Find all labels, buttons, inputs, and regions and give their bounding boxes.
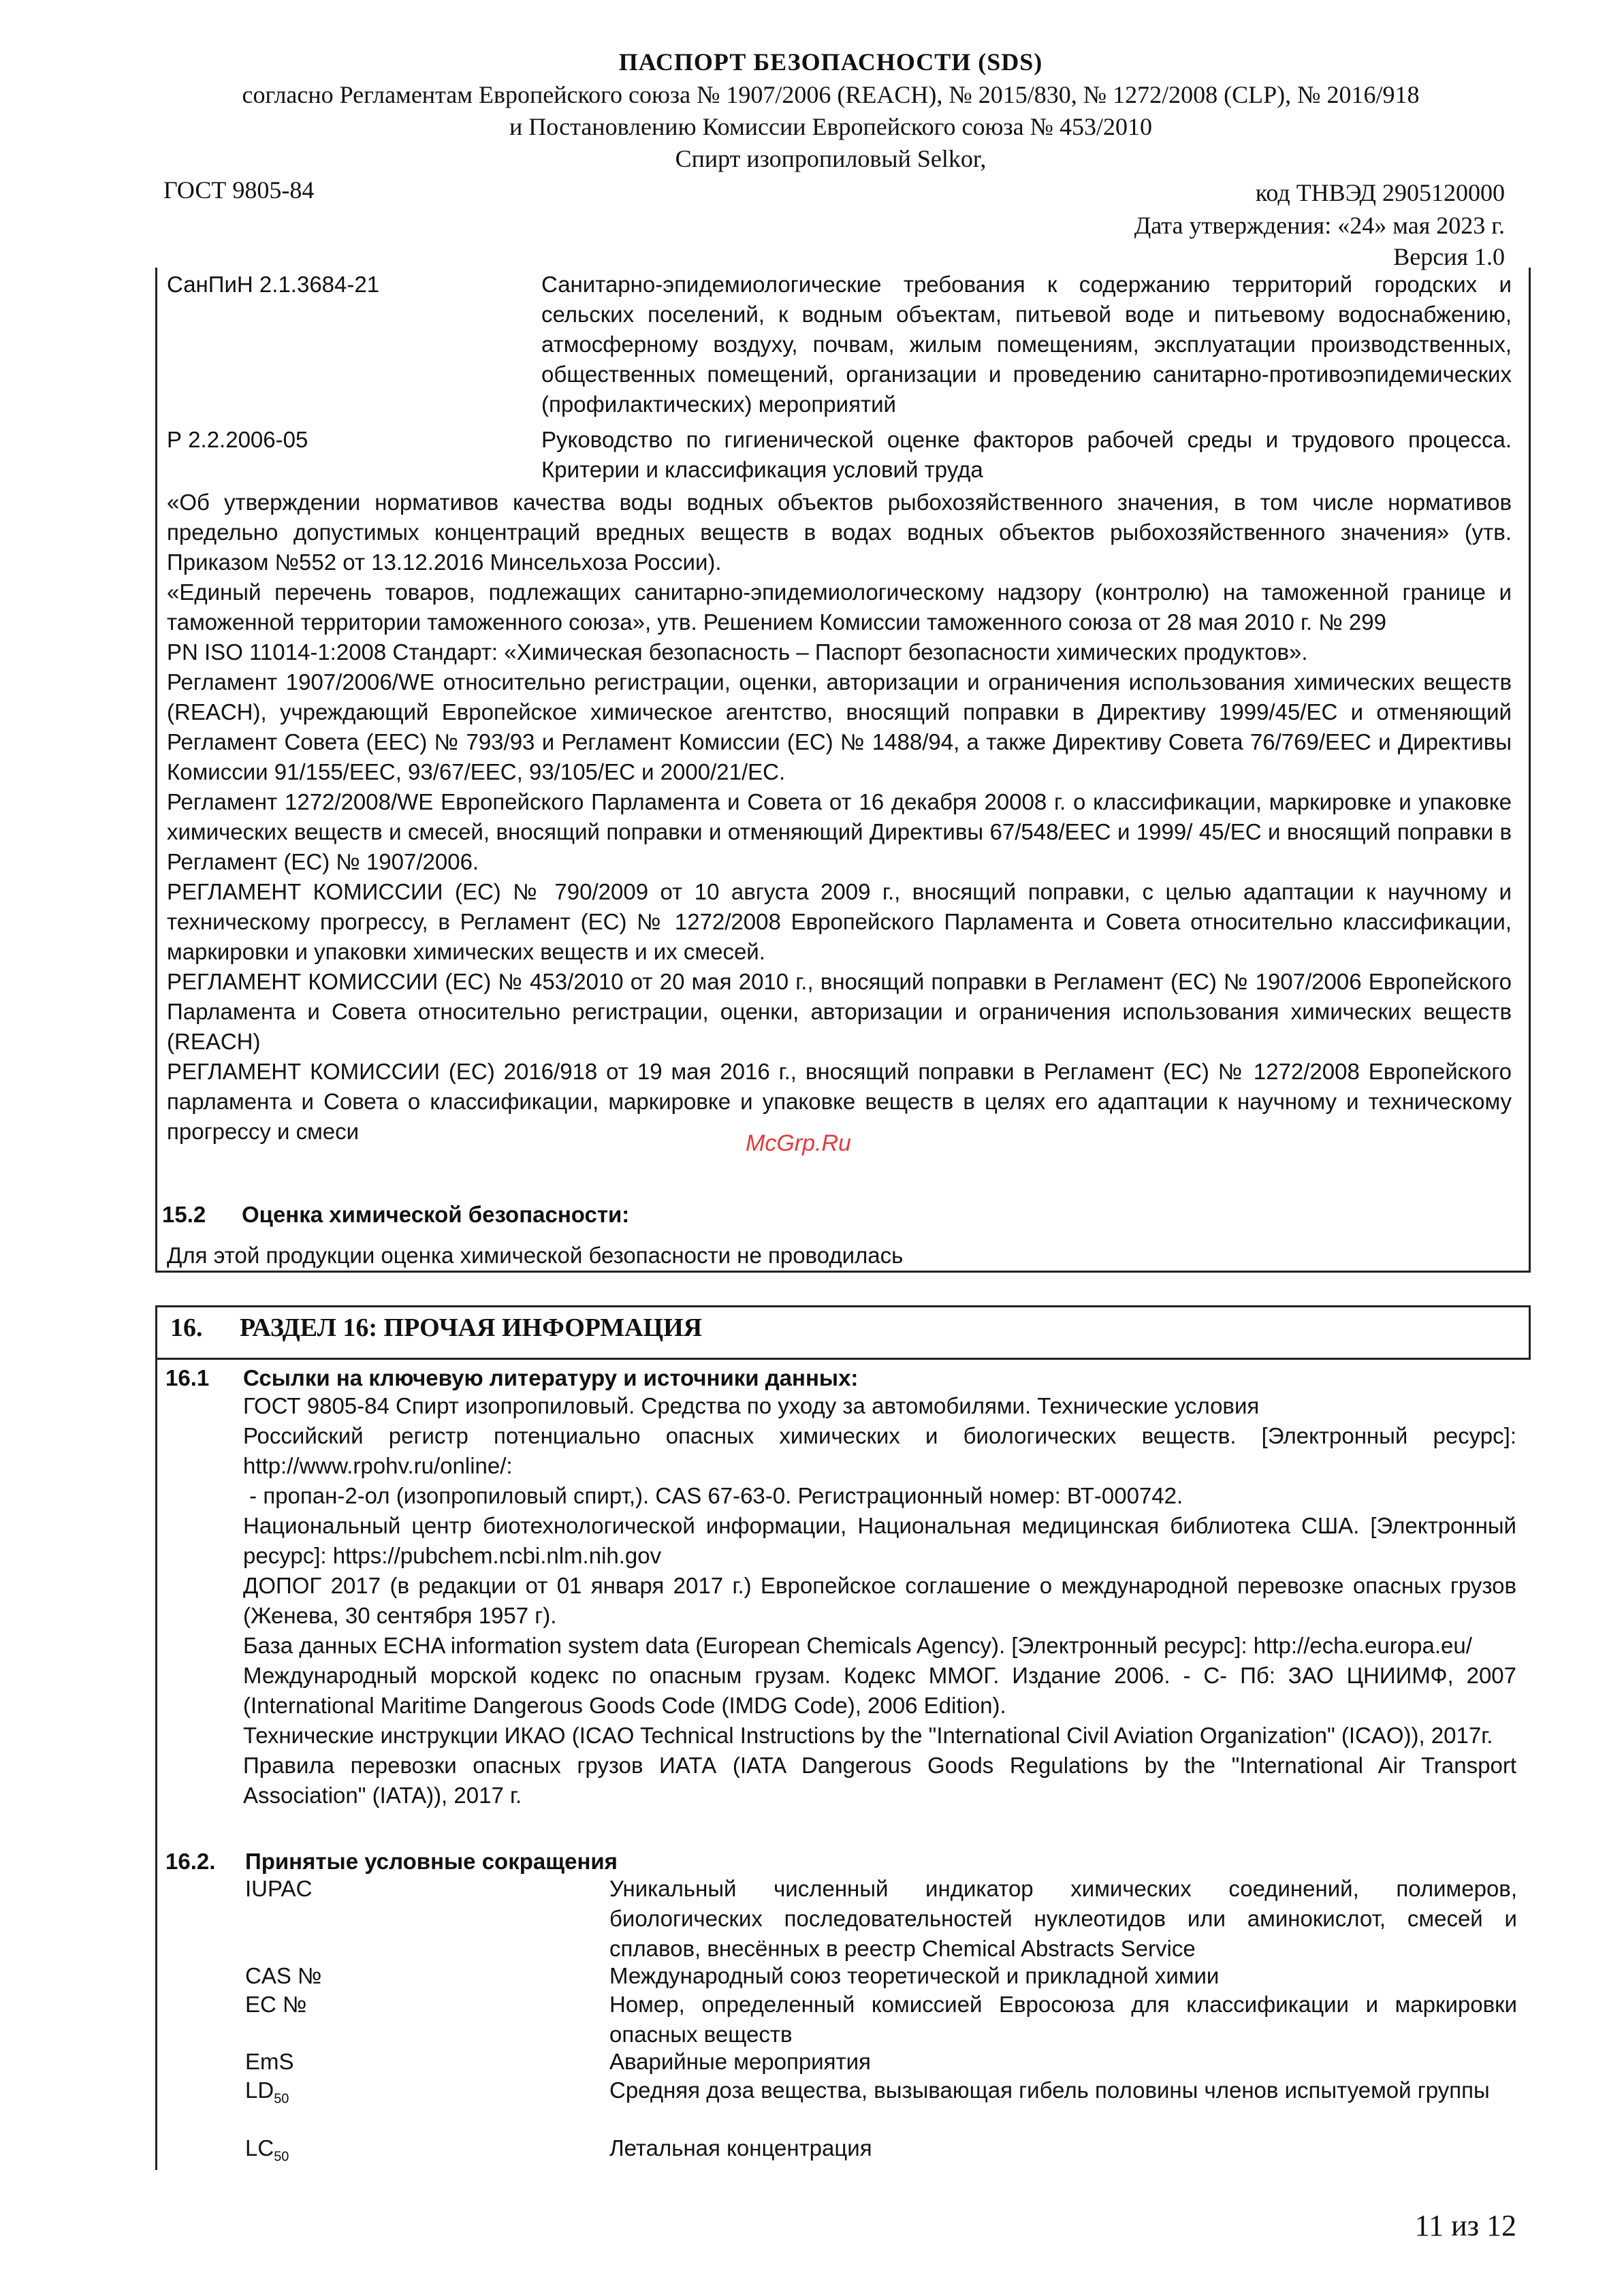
abbr-value: Номер, определенный комиссией Евросоюза для классификации и маркировки опасных веществ [609,1992,1517,2047]
regulation-paragraph: РЕГЛАМЕНТ КОМИССИИ (ЕС) № 453/2010 от 20 мая 2010 г., вносящий поправки в Регламент (ЕС) № 1907/2006 Европейского Парламента и Совета относительно регистрации, оценки, авторизации и ограничения использования химических веществ (REACH) [167,969,1512,1054]
approval-date: Дата утверждения: «24» мая 2023 г. [1134,212,1505,239]
frame-left-border [155,268,157,1272]
subsection-title: Принятые условные сокращения [245,1849,618,1874]
frame-right-border [1529,1305,1531,1360]
version: Версия 1.0 [1393,243,1505,270]
ref-text: Санитарно-эпидемиологические требования к содержанию территорий городских и сельских поселений, к водным объектам, питьевой воде и питьевому водоснабжению, атмосферному воздуху, почвам, жилым помещениям, эксплуатации производственных, общественных помещений, организации и проведению санитарно-противоэпидемических (профилактических) мероприятий [541,272,1512,417]
regulations-list [167,488,1512,1147]
abbr-key: CAS № [245,1963,322,1988]
subsection-number: 16.1 [165,1365,210,1390]
abbr-key-subscript: 50 [274,2149,289,2165]
abbr-key: EC № [245,1992,307,2017]
literature-item: Национальный центр биотехнологической информации, Национальная медицинская библиотека США. [Электронный ресурс]: https://pubchem.ncbi.nlm.nih.gov [243,1513,1516,1568]
abbr-key-lc50 [245,2133,289,2172]
abbr-key-ld50 [245,2075,289,2114]
abbr-value: Летальная концентрация [609,2135,872,2161]
regulation-paragraph: Регламент 1272/2008/WE Европейского Парламента и Совета от 16 декабря 20008 г. о классификации, маркировке и упаковке химических веществ и смесей, вносящий поправки и отменяющий Директивы 67/548/ЕЕС и 1999/ 45/ЕС и вносящий поправки в Регламент (ЕС) № 1907/2006. [167,789,1512,874]
abbr-key-text: LC [245,2135,274,2161]
section-title: РАЗДЕЛ 16: ПРОЧАЯ ИНФОРМАЦИЯ [240,1313,703,1342]
literature-item: Технические инструкции ИКАО (ICAO Technical Instructions by the "International Civil Aviation Organization" (ICAO)), 2017г. [243,1723,1493,1748]
regulation-line-1: согласно Регламентам Европейского союза № 1907/2006 (REACH), № 2015/830, № 1272/2008 (CLP), № 2016/918 [242,81,1420,108]
abbr-key-text: LD [245,2077,274,2103]
literature-item: ДОПОГ 2017 (в редакции от 01 января 2017 г.) Европейское соглашение о международной перевозке опасных грузов (Женева, 30 сентября 1957 г). [243,1573,1516,1628]
abbr-value: Средняя доза вещества, вызывающая гибель половины членов испытуемой группы [609,2077,1490,2103]
regulation-paragraph: РЕГЛАМЕНТ КОМИССИИ (ЕС) № 790/2009 от 10 августа 2009 г., вносящий поправки, с целью адаптации к научному и техническому прогрессу, в Регламент (ЕС) № 1272/2008 Европейского Парламента и Совета относительно классификации, маркировки и упаковки химических веществ и их смесей. [167,879,1512,964]
page-number: 11 из 12 [1414,2209,1516,2242]
regulation-paragraph: РЕГЛАМЕНТ КОМИССИИ (ЕС) 2016/918 от 19 мая 2016 г., вносящий поправки в Регламент (ЕС) № 1272/2008 Европейского парламента и Совета о классификации, маркировке и упаковке веществ в целях его адаптации к научному и техническому прогрессу и смеси [167,1059,1512,1144]
regulation-paragraph: Регламент 1907/2006/WE относительно регистрации, оценки, авторизации и ограничения использования химических веществ (REACH), учреждающий Европейское химическое агентство, вносящий поправки в Директиву 1999/45/ЕС и отменяющий Регламент Совета (ЕЕС) № 793/93 и Регламент Комиссии (ЕС) № 1488/94, а также Директиву Совета 76/769/ЕЕС и Директивы Комиссии 91/155/ЕЕС, 93/67/ЕЕС, 93/105/ЕС и 2000/21/ЕС. [167,669,1512,784]
abbr-key-subscript: 50 [274,2091,289,2107]
subsection-number: 15.2 [162,1202,206,1227]
ref-text: Руководство по гигиенической оценке факторов рабочей среды и трудового процесса. Критерии и классификация условий труда [541,427,1512,482]
title-divider [155,1358,1531,1360]
regulation-line-2: и Постановлению Комиссии Европейского союза № 453/2010 [509,113,1152,140]
tnved-code: код ТНВЭД 2905120000 [1255,179,1505,206]
ref-code: Р 2.2.2006-05 [167,427,308,452]
abbr-key: IUPAC [245,1876,313,1901]
safety-assessment-text: Для этой продукции оценка химической безопасности не проводилась [167,1243,904,1268]
abbr-value: Аварийные мероприятия [609,2049,871,2074]
frame-left-border [155,1305,157,2170]
literature-item: Правила перевозки опасных грузов ИАТА (IATA Dangerous Goods Regulations by the "International Air Transport Association" (IATA)), 2017 г. [243,1753,1516,1808]
regulation-paragraph: «Об утверждении нормативов качества воды водных объектов рыбохозяйственного значения, в том числе нормативов предельно допустимых концентраций вредных веществ в водах водных объектов рыбохозяйственного значения» (утв. Приказом №552 от 13.12.2016 Минсельхоза России). [167,490,1512,575]
abbr-key: EmS [245,2049,294,2074]
literature-item: База данных ECHA information system data (European Chemicals Agency). [Электронный ресурс]: http://echa.europa.eu/ [243,1633,1472,1658]
literature-item: Российский регистр потенциально опасных химических и биологических веществ. [Электронный ресурс]: http://www.rpohv.ru/online/: [243,1423,1516,1478]
document-title: ПАСПОРТ БЕЗОПАСНОСТИ (SDS) [618,48,1043,76]
literature-list [243,1391,1516,1811]
product-name: Спирт изопропиловый Selkor, [675,145,987,172]
regulation-paragraph: PN ISO 11014-1:2008 Стандарт: «Химическая безопасность – Паспорт безопасности химических продуктов». [167,639,1308,665]
section-number: 16. [170,1313,203,1342]
gost-label: ГОСТ 9805-84 [163,176,315,204]
ref-code: СанПиН 2.1.3684-21 [167,272,380,297]
literature-item: Международный морской кодекс по опасным грузам. Кодекс ММОГ. Издание 2006. - С- Пб: ЗАО ЦНИИМФ, 2007 (International Maritime Dangerous Goods Code (IMDG Code), 2006 Edition). [243,1663,1516,1718]
frame-right-border [1529,268,1531,1272]
subsection-title: Оценка химической безопасности: [242,1202,630,1227]
regulation-paragraph: «Единый перечень товаров, подлежащих санитарно-эпидемиологическому надзору (контролю) на таможенной границе и таможенной территории таможенного союза», утв. Решением Комиссии таможенного союза от 28 мая 2010 г. № 299 [167,579,1512,635]
frame-top-border [155,1305,1531,1307]
frame-bottom-border [155,1271,1531,1273]
subsection-number: 16.2. [165,1849,216,1874]
literature-item: - пропан-2-ол (изопропиловый спирт,). CAS 67-63-0. Регистрационный номер: ВТ-000742. [243,1483,1183,1508]
literature-item: ГОСТ 9805-84 Спирт изопропиловый. Средства по уходу за автомобилями. Технические условия [243,1393,1260,1418]
abbr-value: Уникальный численный индикатор химических соединений, полимеров, биологических последовательностей нуклеотидов или аминокислот, смесей и сплавов, внесённых в реестр Chemical Abstracts Service [609,1876,1517,1961]
abbr-value: Международный союз теоретической и прикладной химии [609,1963,1220,1988]
watermark: McGrp.Ru [746,1130,851,1156]
subsection-title: Ссылки на ключевую литературу и источники данных: [243,1365,859,1390]
